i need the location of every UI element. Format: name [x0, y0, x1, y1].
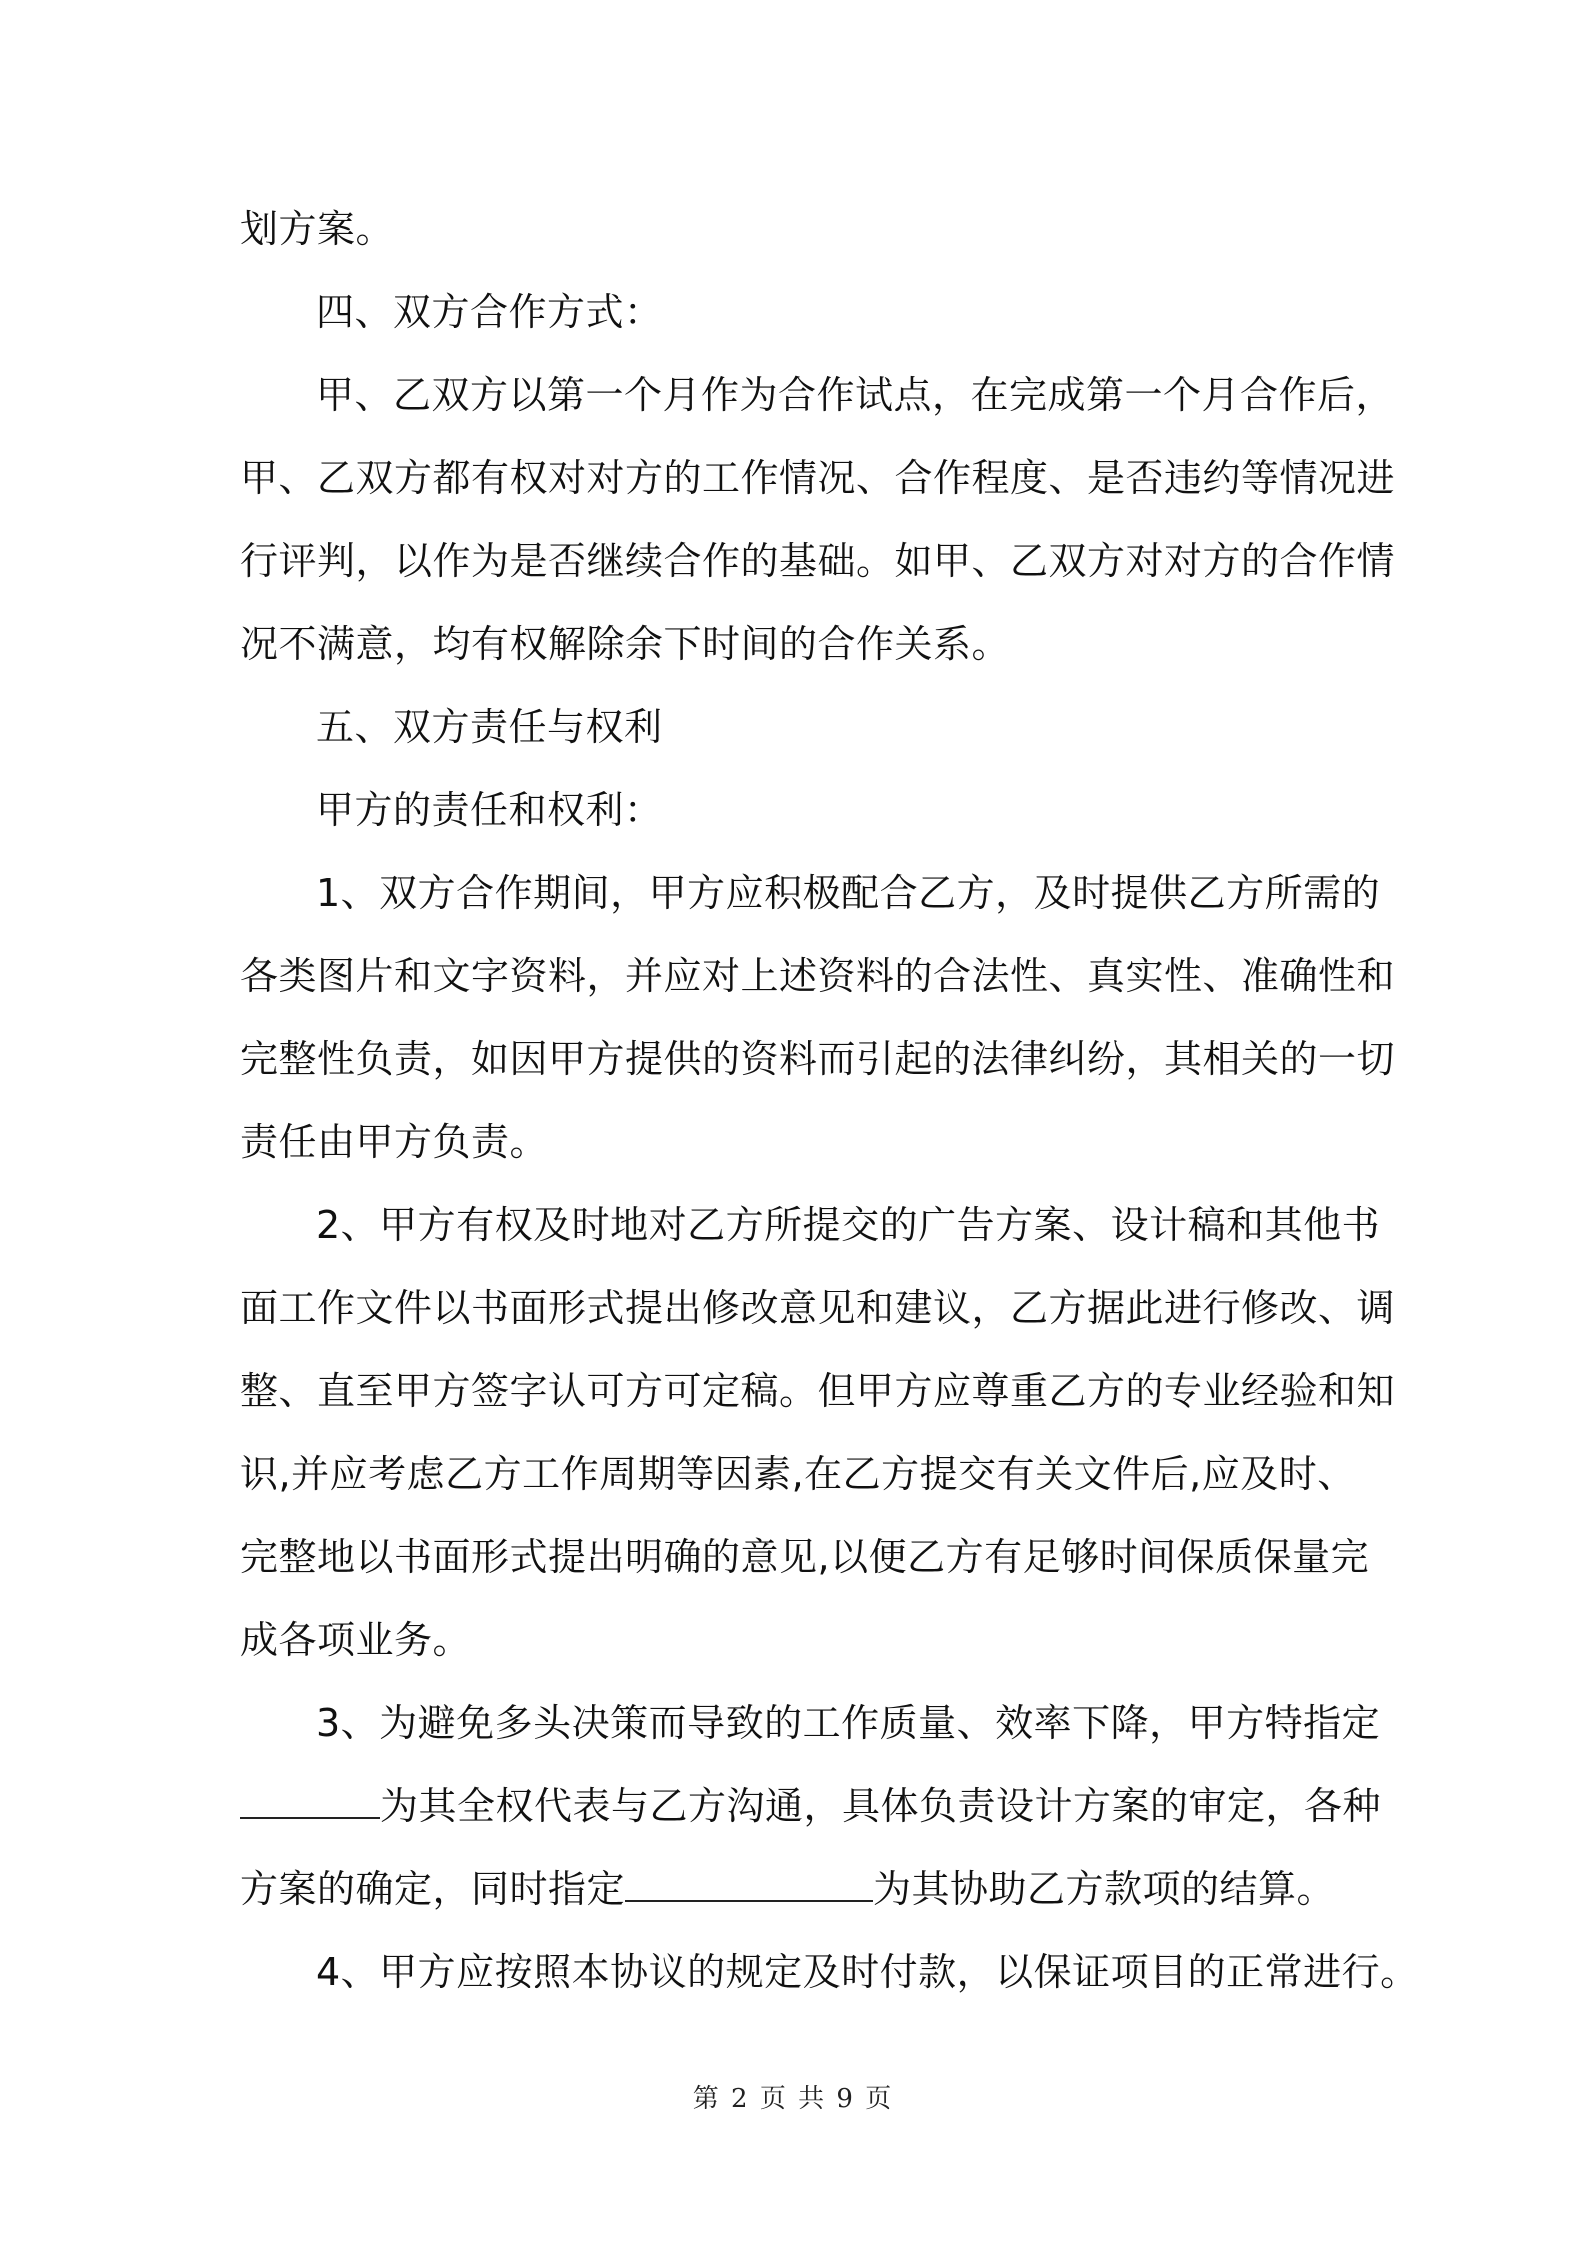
paragraph-line: 完整性负责，如因甲方提供的资料而引起的法律纠纷，其相关的一切 [240, 1037, 1396, 1081]
paragraph-line: 面工作文件以书面形式提出修改意见和建议，乙方据此进行修改、调 [240, 1286, 1396, 1330]
line-text: 方案的确定，同时指定 [240, 1867, 626, 1911]
paragraph-line: 甲、乙双方都有权对对方的工作情况、合作程度、是否违约等情况进 [240, 456, 1396, 500]
paragraph-line: 责任由甲方负责。 [240, 1120, 549, 1164]
line-text: 为其全权代表与乙方沟通，具体负责设计方案的审定，各种 [380, 1784, 1382, 1828]
line-text: 为其协助乙方款项的结算。 [873, 1867, 1336, 1911]
page-number-footer: 第 2 页 共 9 页 [692, 2084, 894, 2114]
paragraph-line: 识,并应考虑乙方工作周期等因素,在乙方提交有关文件后,应及时、 [240, 1452, 1356, 1496]
paragraph-line: 成各项业务。 [240, 1618, 472, 1662]
paragraph-line: 1、双方合作期间，甲方应积极配合乙方，及时提供乙方所需的 [316, 871, 1381, 915]
paragraph-line: 整、直至甲方签字认可方可定稿。但甲方应尊重乙方的专业经验和知 [240, 1369, 1396, 1413]
document-body [240, 188, 1419, 2014]
paragraph-line-with-blank [240, 1765, 1382, 1848]
paragraph-line: 各类图片和文字资料，并应对上述资料的合法性、真实性、准确性和 [240, 954, 1396, 998]
subsection-heading: 甲方的责任和权利： [316, 788, 663, 832]
paragraph-line: 况不满意，均有权解除余下时间的合作关系。 [240, 622, 1011, 666]
fill-in-blank [240, 1771, 380, 1819]
paragraph-line: 划方案。 [240, 207, 395, 251]
paragraph-line: 4、甲方应按照本协议的规定及时付款，以保证项目的正常进行。 [316, 1950, 1419, 1994]
section-heading: 四、双方合作方式： [316, 290, 663, 334]
paragraph-line: 完整地以书面形式提出明确的意见,以便乙方有足够时间保质保量完 [240, 1535, 1370, 1579]
paragraph-line: 3、为避免多头决策而导致的工作质量、效率下降，甲方特指定 [316, 1701, 1381, 1745]
section-heading: 五、双方责任与权利 [316, 705, 663, 749]
paragraph-line: 2、甲方有权及时地对乙方所提交的广告方案、设计稿和其他书 [316, 1203, 1381, 1247]
paragraph-line-with-blank [240, 1848, 1360, 1931]
paragraph-line: 甲、乙双方以第一个月作为合作试点，在完成第一个月合作后， [316, 373, 1395, 417]
fill-in-blank [625, 1854, 873, 1902]
paragraph-line: 行评判，以作为是否继续合作的基础。如甲、乙双方对对方的合作情 [240, 539, 1396, 583]
